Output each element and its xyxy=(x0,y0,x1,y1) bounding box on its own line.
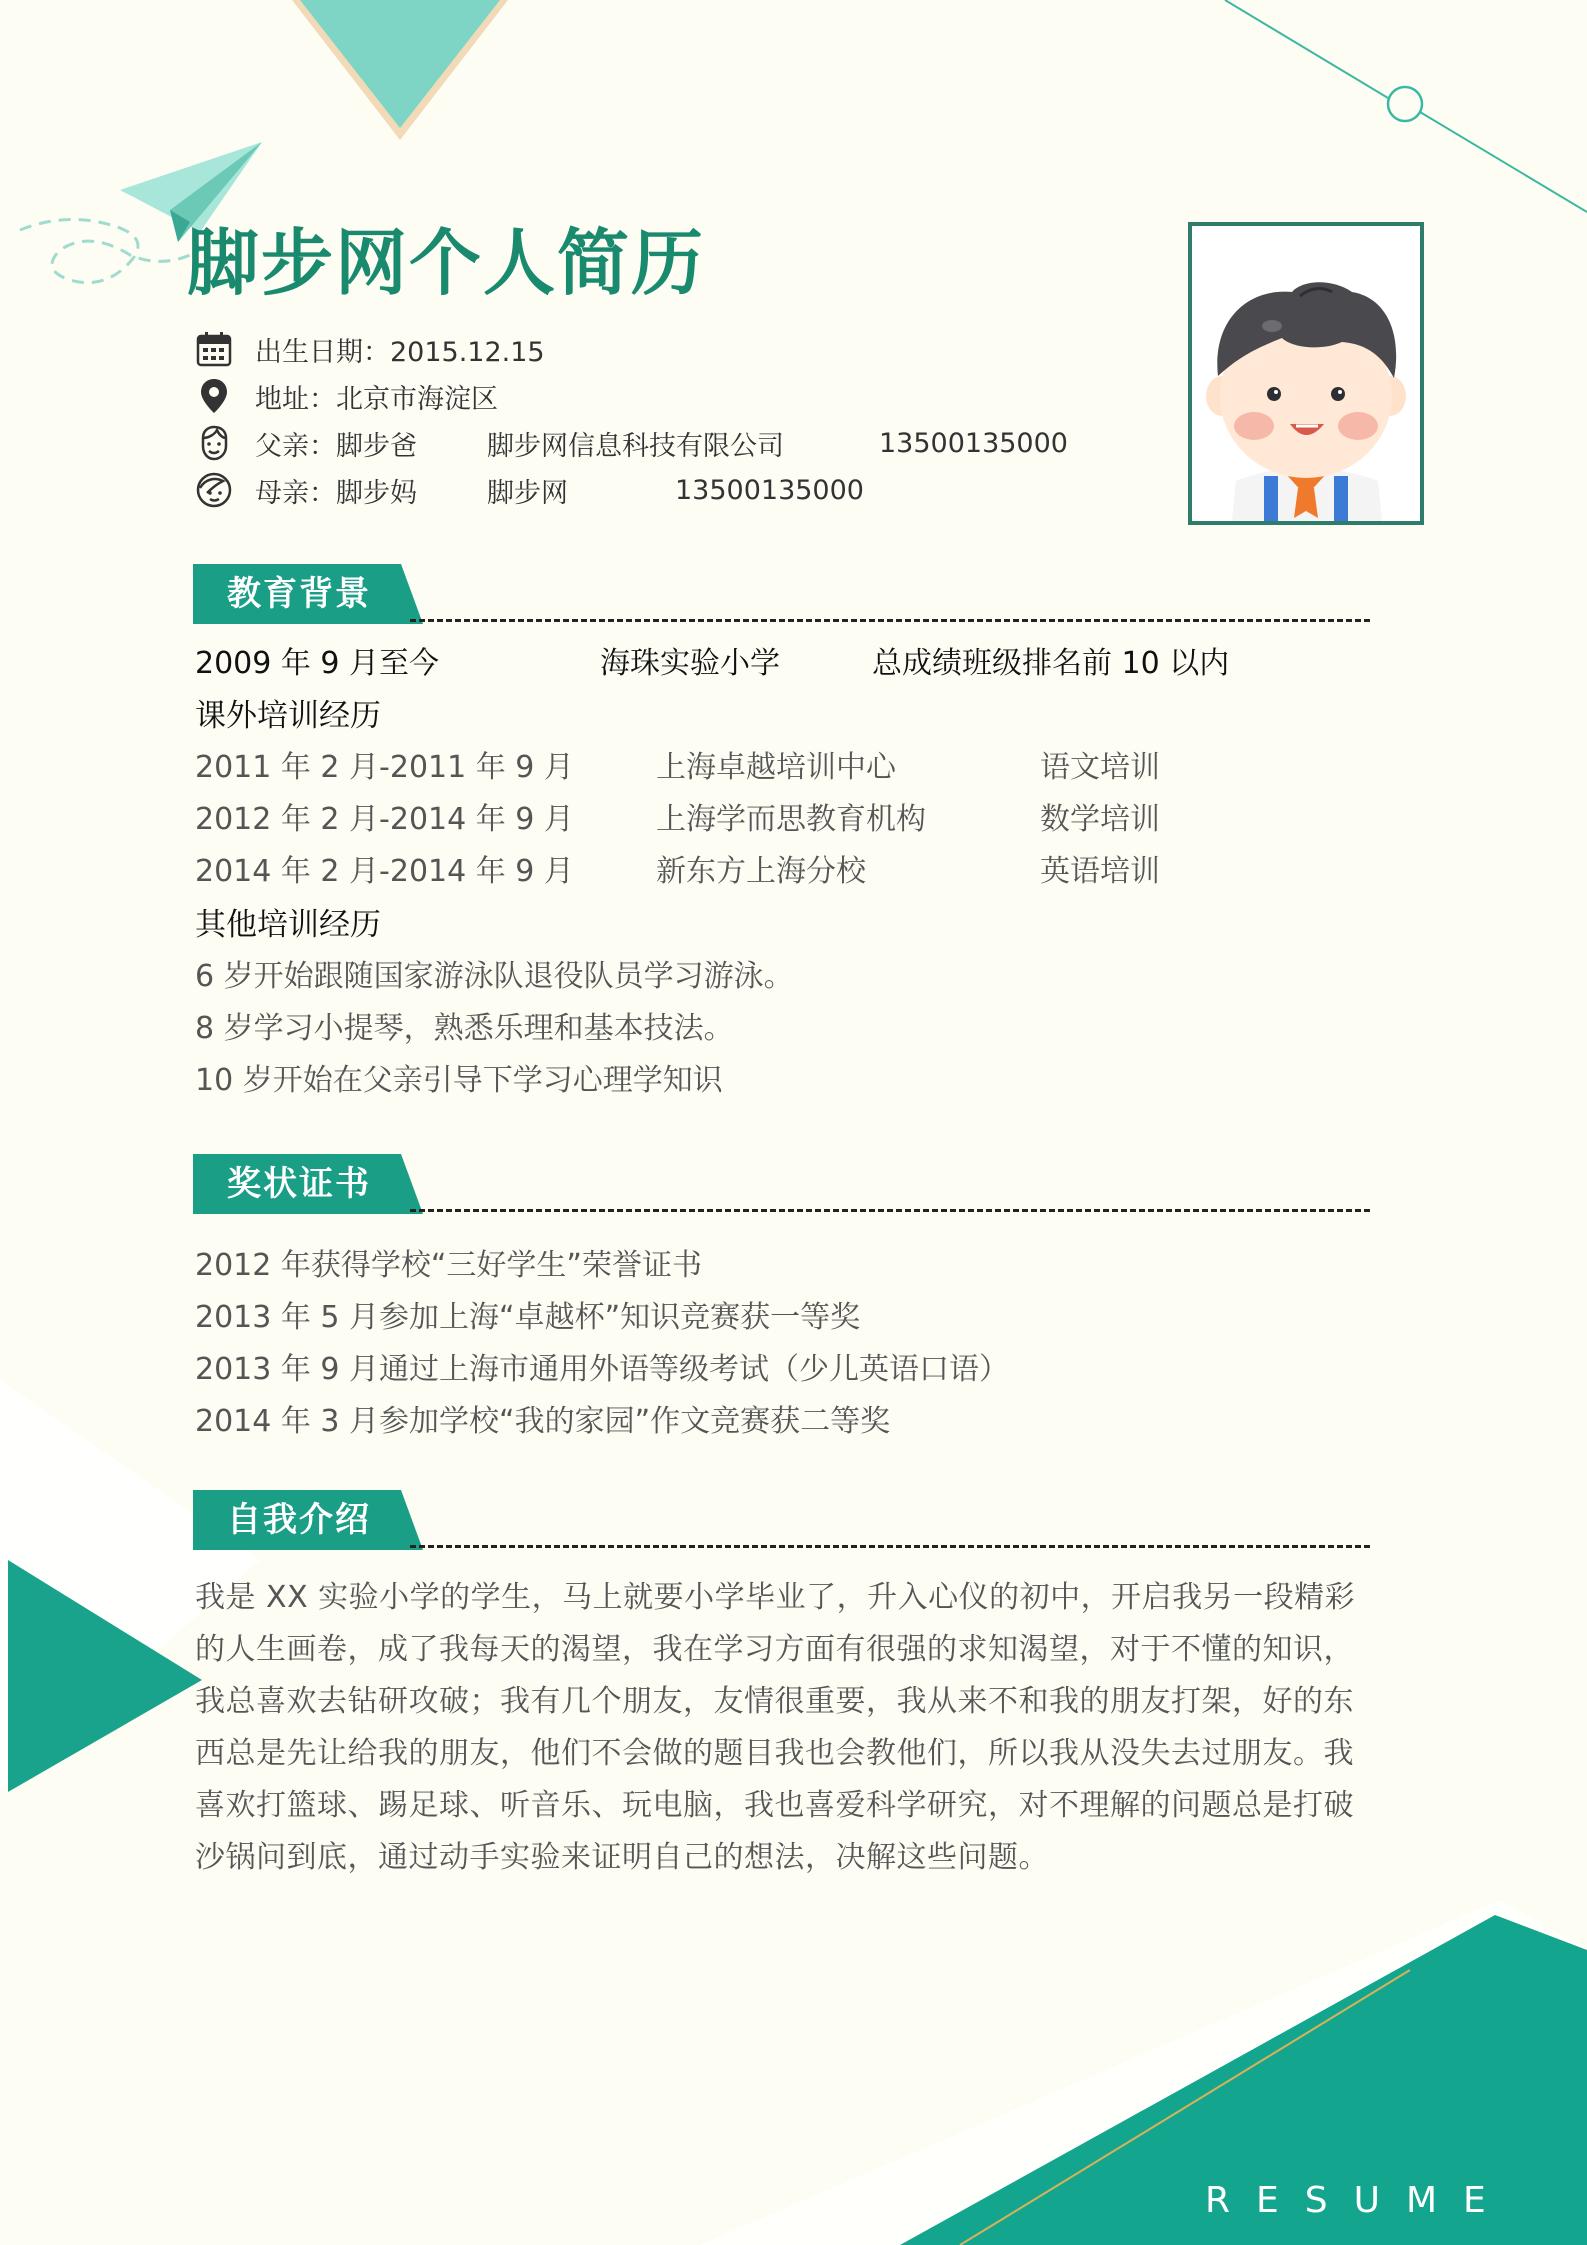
location-pin-icon xyxy=(195,377,233,415)
father-face-icon xyxy=(195,424,233,462)
address-text: 地址：北京市海淀区 xyxy=(255,383,498,415)
info-father xyxy=(195,421,1068,465)
mother-phone: 13500135000 xyxy=(675,474,864,506)
extra-date-1: 2011 年 2 月-2011 年 9 月 xyxy=(195,750,574,785)
intro-paragraph: 我是 XX 实验小学的学生，马上就要小学毕业了，升入心仪的初中，开启我另一段精彩的人生画卷，成了我每天的渴望，我在学习方面有很强的求知渴望，对于不懂的知识，我总喜欢去钻研攻破；我有几个朋友，友情很重要，我从来不和我的朋友打架，好的东西总是先让给我的朋友，他们不会做的题目我也会教他们，所以我从没失去过朋友。我喜欢打篮球、踢足球、听音乐、玩电脑，我也喜爱科学研究，对不理解的问题总是打破沙锅问到底，通过动手实验来证明自己的想法，决解这些问题。 xyxy=(195,1580,1356,1875)
award-item-3: 2013 年 9 月通过上海市通用外语等级考试（少儿英语口语） xyxy=(195,1352,1010,1387)
extra-training-heading: 课外培训经历 xyxy=(195,698,381,734)
education-section-header xyxy=(193,564,423,624)
extra-subject-1: 语文培训 xyxy=(1040,750,1160,785)
extra-date-3: 2014 年 2 月-2014 年 9 月 xyxy=(195,854,574,889)
other-item-2: 8 岁学习小提琴，熟悉乐理和基本技法。 xyxy=(195,1011,734,1046)
intro-section-header xyxy=(193,1490,423,1550)
mother-company: 脚步网 xyxy=(487,477,568,509)
other-item-1: 6 岁开始跟随国家游泳队退役队员学习游泳。 xyxy=(195,959,794,994)
award-item-1: 2012 年获得学校“三好学生”荣誉证书 xyxy=(195,1248,702,1283)
education-divider xyxy=(410,619,1370,622)
education-date: 2009 年 9 月至今 xyxy=(195,646,440,681)
boy-cartoon-avatar xyxy=(1192,226,1420,521)
education-heading: 教育背景 xyxy=(227,574,371,614)
extra-org-1: 上海卓越培训中心 xyxy=(656,750,896,785)
page-title: 脚步网个人简历 xyxy=(187,221,706,305)
extra-org-3: 新东方上海分校 xyxy=(656,854,866,889)
resume-footer-label: RESUME xyxy=(1205,2180,1512,2221)
birth-text: 出生日期：2015.12.15 xyxy=(255,336,545,368)
dashed-flight-path xyxy=(20,219,200,282)
awards-divider xyxy=(410,1209,1370,1212)
father-company: 脚步网信息科技有限公司 xyxy=(487,430,784,462)
extra-subject-3: 英语培训 xyxy=(1040,854,1160,889)
award-item-2: 2013 年 5 月参加上海“卓越杯”知识竞赛获一等奖 xyxy=(195,1300,861,1335)
mother-name: 母亲：脚步妈 xyxy=(255,477,417,509)
ring-decoration xyxy=(1388,87,1422,121)
father-name: 父亲：脚步爸 xyxy=(255,430,417,462)
info-address xyxy=(195,374,498,418)
education-note: 总成绩班级排名前 10 以内 xyxy=(872,646,1230,681)
awards-heading: 奖状证书 xyxy=(227,1164,371,1204)
other-training-heading: 其他培训经历 xyxy=(195,907,381,943)
extra-date-2: 2012 年 2 月-2014 年 9 月 xyxy=(195,802,574,837)
award-item-4: 2014 年 3 月参加学校“我的家园”作文竞赛获二等奖 xyxy=(195,1404,891,1439)
info-mother xyxy=(195,468,864,512)
calendar-icon xyxy=(195,330,233,368)
intro-heading: 自我介绍 xyxy=(227,1500,371,1540)
education-school: 海珠实验小学 xyxy=(600,646,780,681)
top-triangle xyxy=(300,0,500,128)
awards-section-header xyxy=(193,1154,423,1214)
extra-org-2: 上海学而思教育机构 xyxy=(656,802,926,837)
mother-face-icon xyxy=(195,471,233,509)
avatar xyxy=(1188,222,1424,525)
intro-divider xyxy=(410,1545,1370,1548)
father-phone: 13500135000 xyxy=(879,427,1068,459)
other-item-3: 10 岁开始在父亲引导下学习心理学知识 xyxy=(195,1063,723,1098)
extra-subject-2: 数学培训 xyxy=(1040,802,1160,837)
info-birth xyxy=(195,327,545,371)
